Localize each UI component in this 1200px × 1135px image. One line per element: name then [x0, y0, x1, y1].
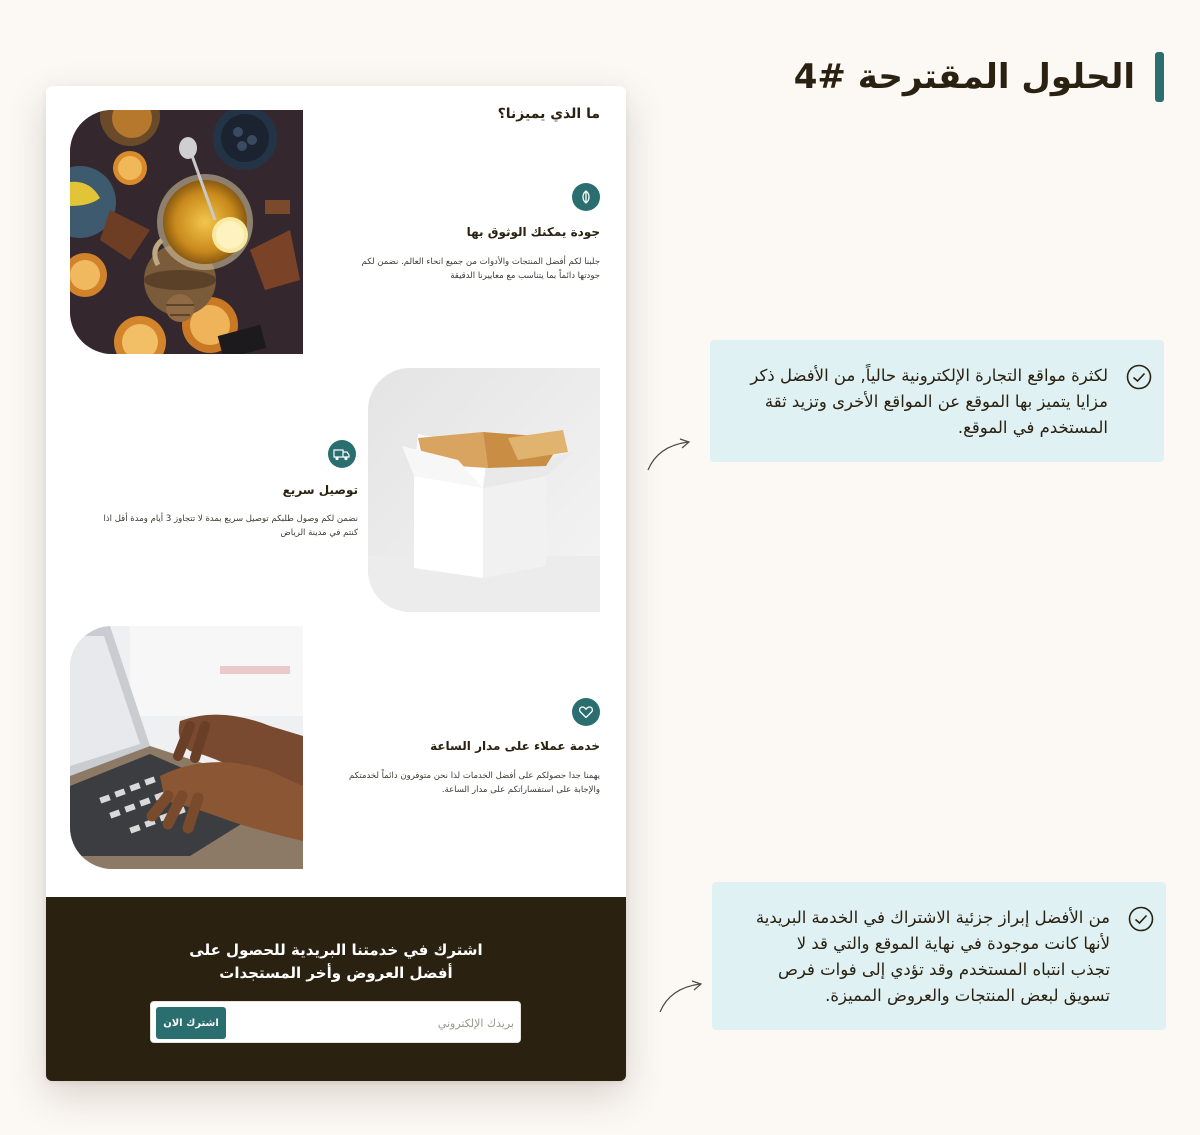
newsletter-line-1: اشترك في خدمتنا البريدية للحصول على	[189, 941, 483, 959]
email-input[interactable]	[234, 1008, 514, 1038]
page-title: الحلول المقترحة #4	[793, 57, 1135, 97]
website-mockup	[46, 86, 626, 1081]
arrow-icon	[644, 436, 696, 476]
support-feature-icon	[572, 698, 600, 726]
check-circle-icon	[1128, 906, 1154, 932]
annotation-text-newsletter	[756, 905, 1110, 1009]
truck-icon	[333, 446, 351, 462]
subscribe-form	[150, 1001, 521, 1043]
delivery-desc-line-1: نضمن لكم وصول طلبكم توصيل سريع بمدة لا تتجاوز 3 أيام ومدة أقل اذا	[103, 514, 358, 524]
subscribe-button[interactable]: اشترك الان	[156, 1007, 226, 1039]
newsletter-line-2: أفضل العروض وأخر المستجدات	[219, 964, 453, 982]
check-circle-icon	[1126, 364, 1152, 390]
laptop-photo	[70, 626, 303, 869]
note-2-line-3: تجذب انتباه المستخدم وقد تؤدي إلى فوات فرص	[777, 960, 1110, 979]
box-photo	[368, 368, 600, 612]
delivery-feature-desc	[104, 512, 358, 540]
quality-feature-icon	[572, 183, 600, 211]
delivery-feature-title: توصيل سريع	[282, 483, 358, 497]
newsletter-section	[46, 897, 626, 1081]
tea-photo	[70, 110, 303, 354]
heading-accent-bar	[1155, 52, 1164, 102]
quality-feature-title: جودة يمكنك الوثوق بها	[466, 225, 600, 239]
annotation-note-features	[710, 340, 1164, 462]
heart-icon	[578, 704, 594, 720]
page-heading	[794, 52, 1164, 102]
delivery-feature-icon	[328, 440, 356, 468]
support-feature-title: خدمة عملاء على مدار الساعة	[430, 739, 600, 753]
section-title: ما الذي يميزنا؟	[497, 106, 600, 122]
note-2-line-4: تسويق لبعض المنتجات والعروض المميزة.	[825, 986, 1110, 1005]
support-desc-line-2: والإجابة على استفساراتكم على مدار الساعة.	[441, 785, 600, 795]
arrow-icon	[656, 978, 708, 1018]
note-2-line-1: من الأفضل إبراز جزئية الاشتراك في الخدمة البريدية	[755, 908, 1110, 927]
annotation-text-features	[750, 363, 1108, 441]
support-desc-line-1: يهمنا جدا حصولكم على أفضل الخدمات لذا نحن متوفرون دائماً لخدمتكم	[348, 771, 600, 781]
note-1-line-3: المستخدم في الموقع.	[957, 418, 1108, 437]
quality-desc-line-2: جودتها دائماً بما يتناسب مع معاييرنا الدقيقة	[450, 271, 600, 281]
note-1-line-2: مزايا يتميز بها الموقع عن المواقع الأخرى وتزيد ثقة	[764, 392, 1108, 411]
newsletter-text	[46, 939, 626, 985]
delivery-desc-line-2: كنتم في مدينة الرياض	[280, 528, 358, 538]
quality-feature-desc	[362, 255, 600, 283]
leaf-icon	[578, 189, 594, 205]
annotation-note-newsletter	[712, 882, 1166, 1030]
note-1-line-1: لكثرة مواقع التجارة الإلكترونية حالياً, من الأفضل ذكر	[750, 366, 1108, 385]
quality-desc-line-1: جلبنا لكم أفضل المنتجات والأدوات من جميع انحاء العالم. نضمن لكم	[361, 257, 600, 267]
support-feature-desc	[349, 769, 600, 797]
note-2-line-2: لأنها كانت موجودة في نهاية الموقع والتي قد لا	[796, 934, 1110, 953]
